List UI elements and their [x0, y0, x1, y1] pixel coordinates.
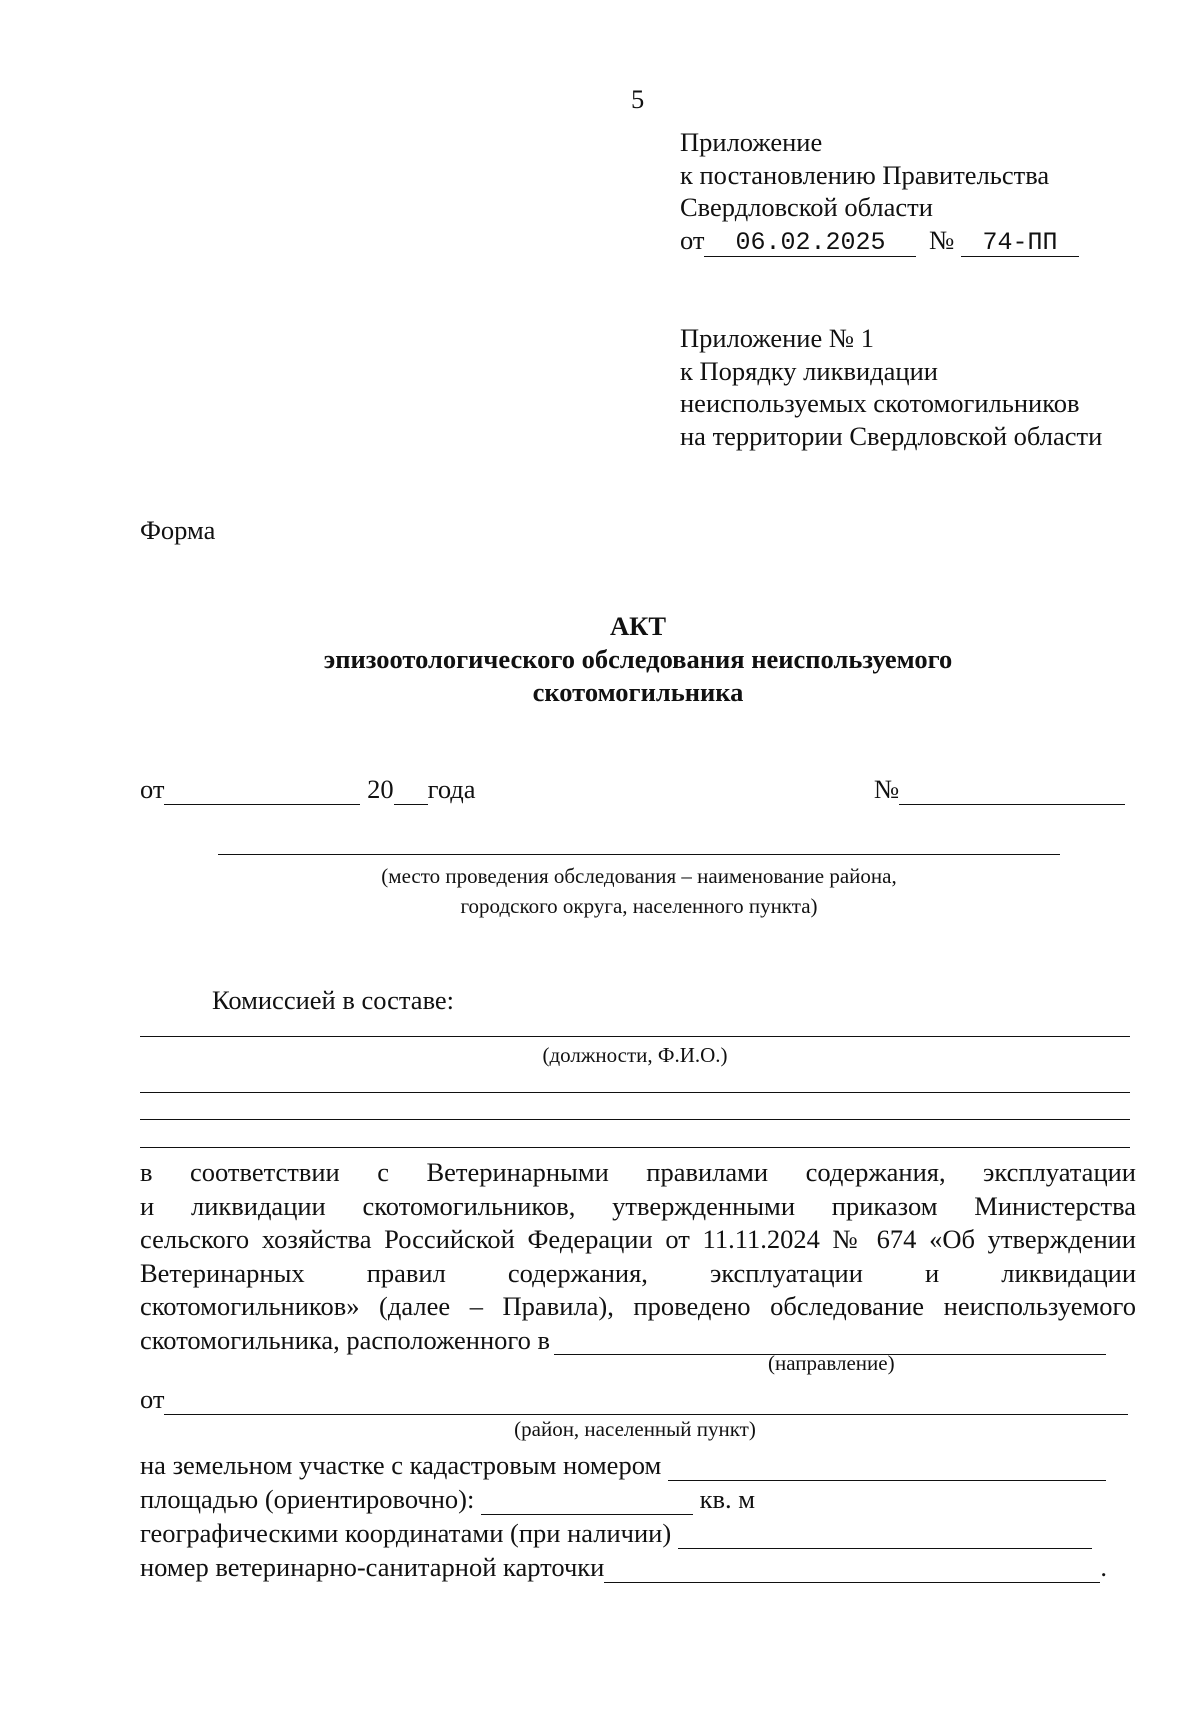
document-title [140, 610, 1136, 709]
body-line-6-text: скотомогильника, расположенного в [140, 1324, 550, 1355]
commission-line-3 [140, 1119, 1130, 1120]
page-number: 5 [631, 84, 645, 114]
direction-caption: (направление) [768, 1351, 895, 1375]
cadastral-blank [668, 1452, 1106, 1481]
body-line-4: Ветеринарных правил содержания, эксплуатации и ликвидации [140, 1257, 1136, 1288]
district-blank [164, 1386, 1128, 1415]
card-end: . [1100, 1552, 1107, 1582]
body-line-6 [140, 1324, 1136, 1358]
title-line-2: эпизоотологического обследования неиспользуемого [323, 644, 953, 674]
place-line [218, 854, 1060, 855]
area-blank [481, 1486, 693, 1515]
approval-line-2: к постановлению Правительства [680, 159, 1050, 190]
body-line-5: скотомогильников» (далее – Правила), проведено обследование неиспользуемого [140, 1291, 1136, 1321]
approval-date-line [680, 224, 1079, 257]
appendix-line-1: Приложение № 1 [680, 323, 875, 353]
approval-number-sign: № [929, 224, 955, 255]
land-fields [140, 1448, 1107, 1584]
commission-caption: (должности, Ф.И.О.) [542, 1043, 728, 1067]
commission-line-4 [140, 1147, 1130, 1148]
place-caption-line-1: (место проведения обследования – наименование района, [381, 864, 897, 888]
approval-date-prefix: от [680, 224, 705, 255]
act-year-prefix: 20 [367, 774, 394, 804]
body-line-2: и ликвидации скотомогильников, утвержденными приказом Министерства [140, 1190, 1136, 1221]
appendix-block [680, 322, 1102, 452]
area-unit: кв. м [699, 1484, 756, 1514]
act-date-blank [164, 776, 360, 805]
place-caption-line-2: городского округа, населенного пункта) [460, 894, 818, 918]
area-field [140, 1482, 1107, 1516]
card-blank [604, 1554, 1100, 1583]
title-line-1: АКТ [609, 611, 667, 641]
approval-line-3: Свердловской области [680, 192, 933, 222]
coordinates-label: географическими координатами (при наличии) [140, 1518, 672, 1548]
title-line-3: скотомогильника [532, 677, 744, 707]
cadastral-field [140, 1448, 1107, 1482]
appendix-line-4: на территории Свердловской области [680, 420, 1103, 451]
approval-line-1: Приложение [680, 127, 823, 157]
approval-block [680, 126, 1079, 257]
approval-number: 74-ПП [961, 230, 1079, 257]
commission-label: Комиссией в составе: [212, 985, 455, 1015]
act-from-label: от [140, 774, 165, 804]
body-line-1: в соответствии с Ветеринарными правилами содержания, эксплуатации [140, 1157, 1136, 1187]
approval-date: 06.02.2025 [704, 230, 916, 257]
card-field [140, 1550, 1107, 1584]
commission-line-2 [140, 1092, 1130, 1093]
card-label: номер ветеринарно-санитарной карточки [140, 1552, 605, 1582]
place-caption [218, 861, 1060, 921]
district-caption: (район, населенный пункт) [514, 1417, 756, 1441]
coordinates-blank [678, 1520, 1092, 1549]
from-district-field [140, 1384, 1128, 1416]
commission-line-1 [140, 1036, 1130, 1037]
act-date-field [140, 774, 476, 806]
act-number-sign: № [874, 774, 900, 804]
from-label: от [140, 1384, 165, 1414]
form-label: Форма [140, 515, 216, 545]
act-year-blank [394, 776, 428, 805]
area-label: площадью (ориентировочно): [140, 1484, 475, 1514]
appendix-line-3: неиспользуемых скотомогильников [680, 388, 1080, 418]
body-paragraph [140, 1156, 1136, 1357]
act-year-suffix: года [427, 774, 476, 804]
act-number-blank [899, 776, 1125, 805]
body-line-3: сельского хозяйства Российской Федерации от 11.11.2024 № 674 «Об утверждении [140, 1224, 1136, 1254]
appendix-line-2: к Порядку ликвидации [680, 355, 938, 386]
act-number-field [874, 774, 1125, 806]
cadastral-label: на земельном участке с кадастровым номером [140, 1450, 662, 1480]
coordinates-field [140, 1516, 1107, 1550]
